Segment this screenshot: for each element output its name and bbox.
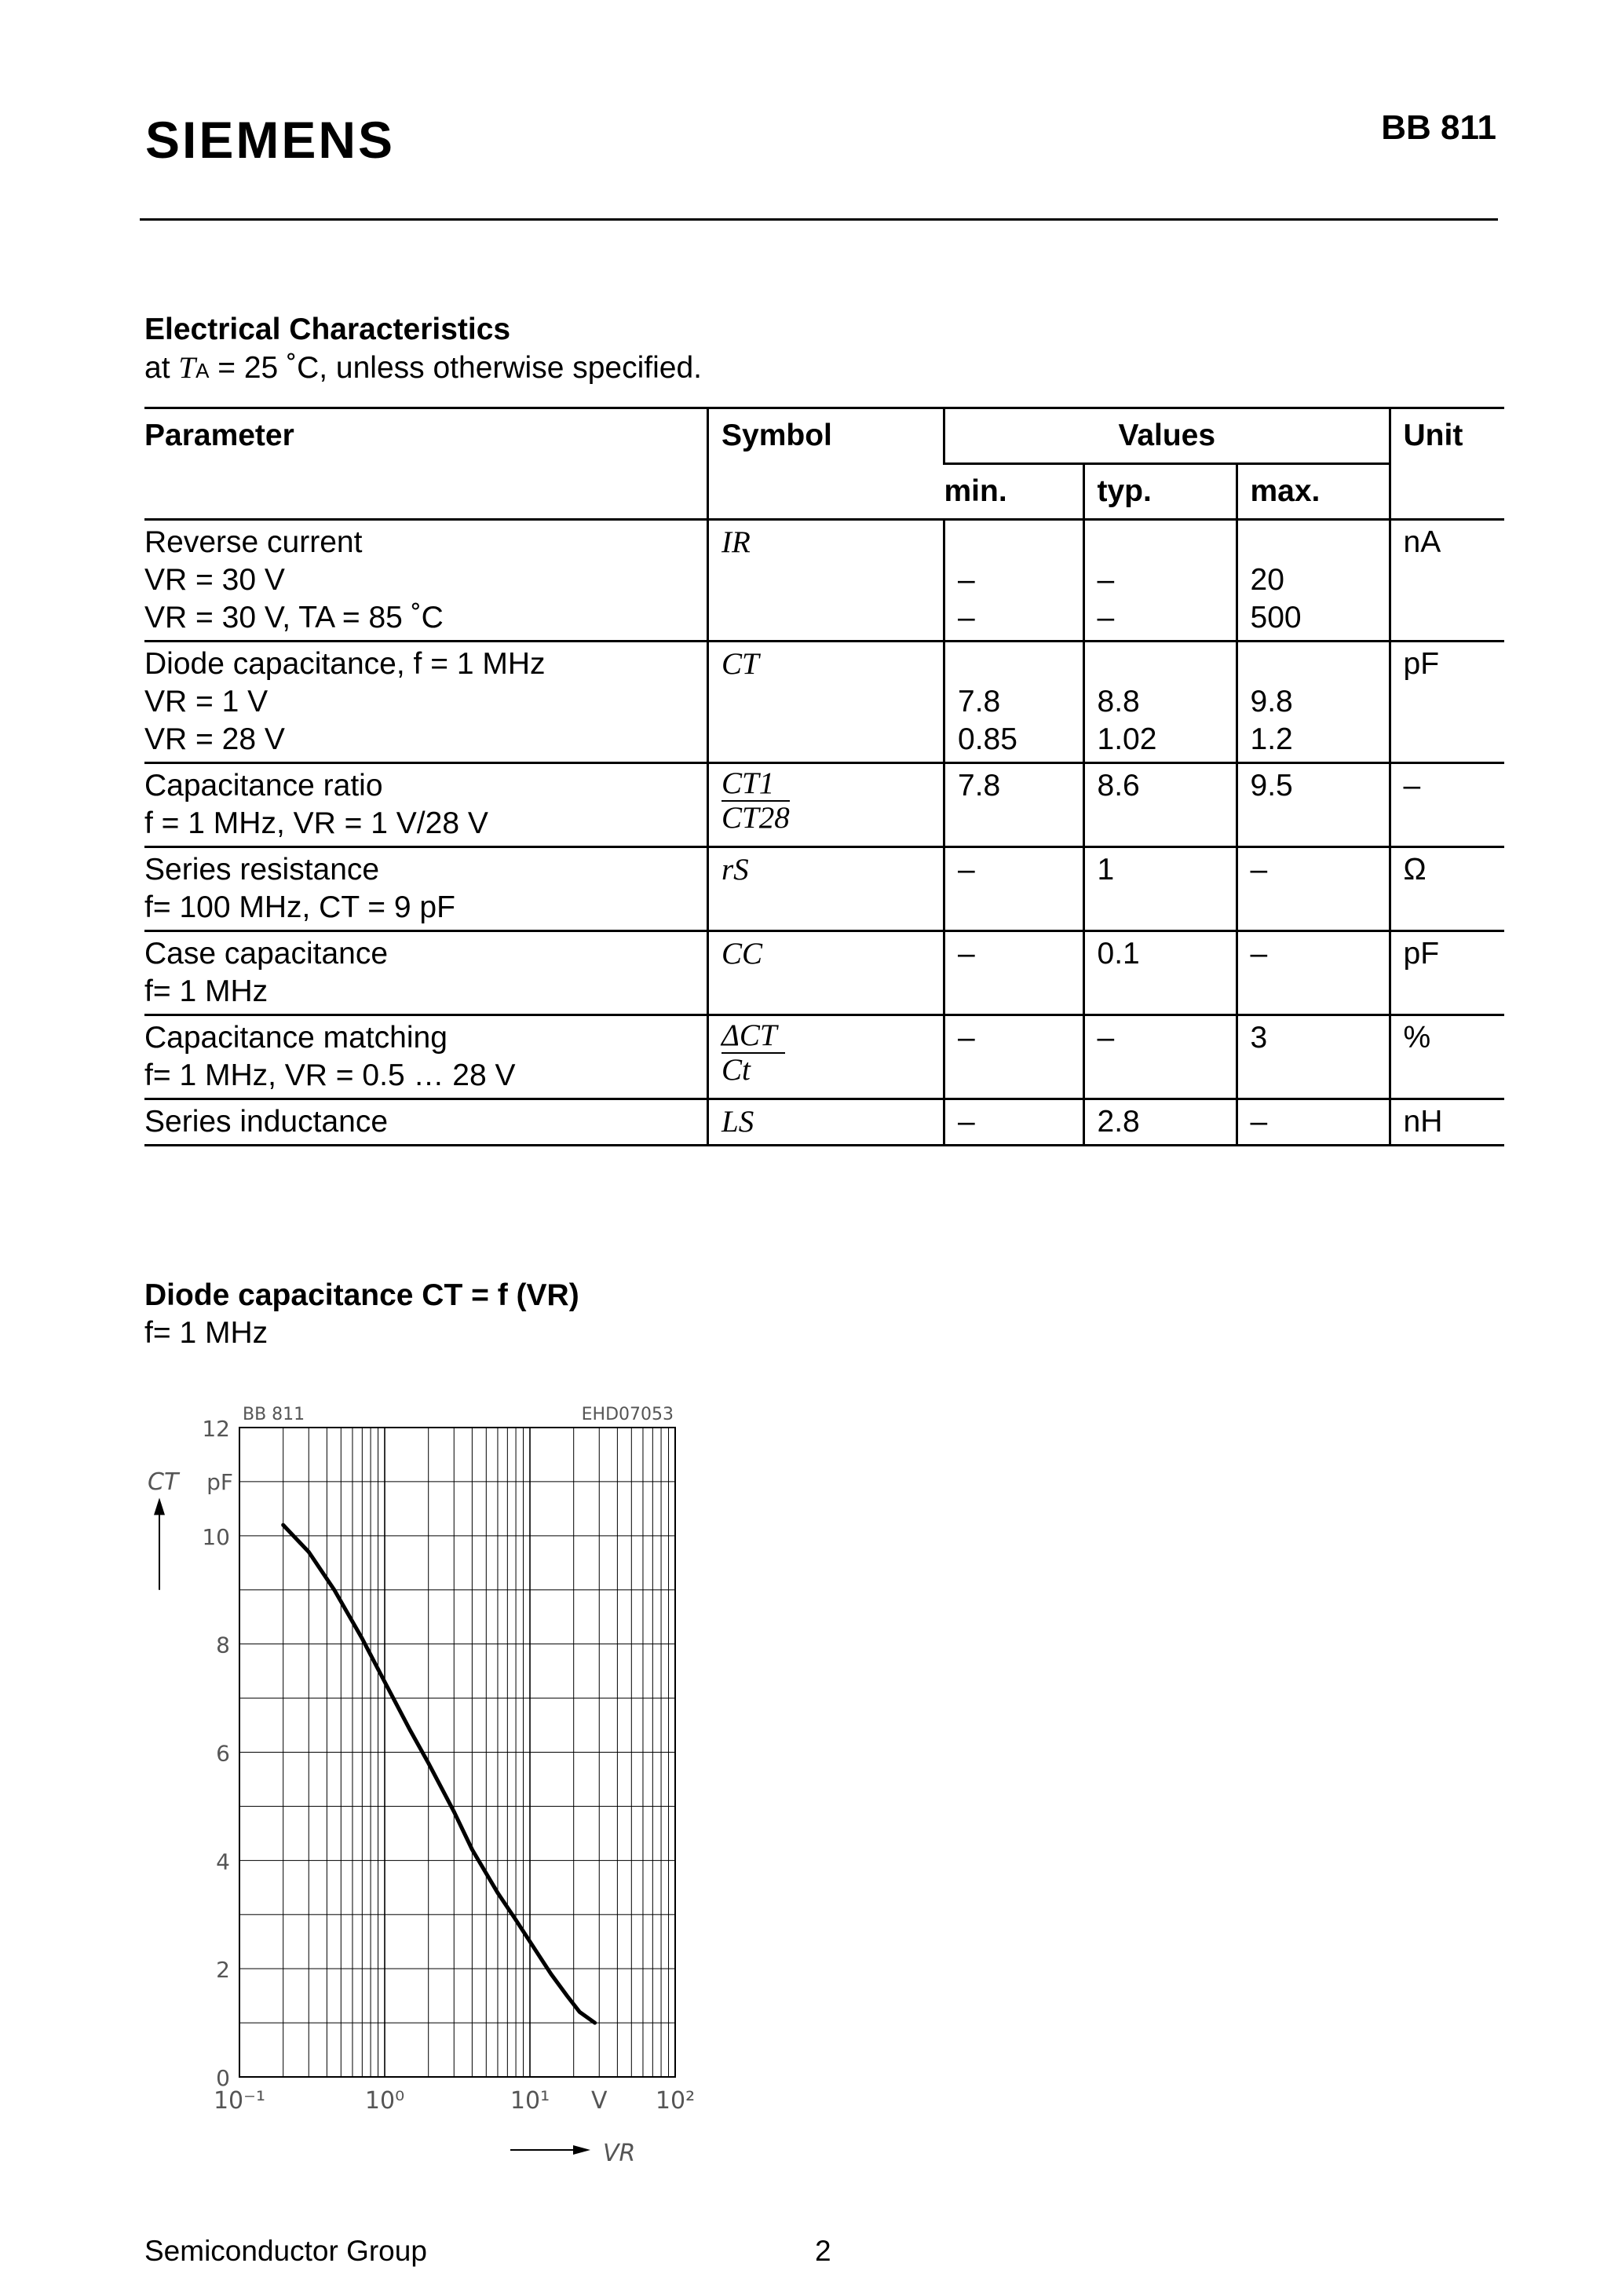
min-value: – (958, 937, 975, 971)
x-tick-label: 10⁰ (364, 2087, 405, 2115)
symbol-denominator: Ct (721, 1053, 751, 1087)
parameter-line: f= 1 MHz (144, 974, 269, 1008)
typ-cell (1083, 847, 1237, 931)
symbol-cell (708, 763, 944, 847)
min-value: 7.8 (958, 769, 1001, 803)
max-cell (1237, 1015, 1390, 1099)
siemens-logo: SIEMENS (145, 111, 396, 169)
max-cell (1237, 931, 1390, 1015)
parameter-cell (144, 931, 708, 1015)
table-row (144, 1015, 1504, 1099)
max-value: – (1250, 1105, 1268, 1139)
min-value: – (958, 1021, 975, 1055)
parameter-line: VR = 30 V (144, 563, 285, 597)
unit-cell: pF (1390, 931, 1504, 1015)
x-axis-label: VR (603, 2140, 636, 2167)
header-parameter: Parameter (144, 419, 294, 452)
typ-cell (1083, 642, 1237, 763)
symbol-cell (708, 1099, 944, 1146)
x-unit-label: V (591, 2087, 608, 2115)
chart-section-subtitle: f= 1 MHz (144, 1316, 269, 1350)
symbol-numerator: ΔCT (721, 1019, 785, 1054)
typ-value: 1 (1097, 853, 1115, 887)
table-row (144, 763, 1504, 847)
header-divider (140, 218, 1498, 221)
parameter-cell (144, 1015, 708, 1099)
symbol-cell (708, 1015, 944, 1099)
max-value: 20 (1250, 563, 1284, 597)
parameter-line: VR = 1 V (144, 685, 269, 718)
parameter-line: Capacitance matching (144, 1021, 448, 1055)
parameter-cell (144, 1099, 708, 1146)
max-value (1251, 524, 1376, 561)
unit-cell: Ω (1390, 847, 1504, 931)
parameter-cell (144, 847, 708, 931)
max-cell (1237, 1099, 1390, 1146)
max-value: 3 (1250, 1021, 1268, 1055)
parameter-line: Series inductance (144, 1105, 389, 1139)
y-tick-label: 8 (216, 1632, 230, 1658)
parameter-line: Reverse current (144, 525, 363, 559)
y-unit-label: pF (206, 1468, 233, 1495)
max-value: 9.5 (1250, 769, 1293, 803)
x-tick-label: 10² (655, 2087, 696, 2115)
header-max: max. (1237, 464, 1390, 520)
parameter-line: f= 100 MHz, CT = 9 pF (144, 890, 455, 924)
header-unit: Unit (1390, 408, 1504, 520)
subtitle-sub: A (195, 359, 210, 382)
min-value: 0.85 (958, 722, 1017, 756)
typ-value: 8.6 (1097, 769, 1140, 803)
y-axis-arrow-head (154, 1497, 165, 1515)
min-cell (944, 642, 1084, 763)
typ-value: – (1097, 601, 1115, 634)
symbol-text: IR (721, 525, 751, 559)
parameter-line: VR = 30 V, TA = 85 ˚C (144, 601, 444, 634)
unit-cell: nA (1390, 520, 1504, 642)
parameter-line: Series resistance (144, 853, 380, 887)
min-value: – (958, 563, 975, 597)
min-value: – (958, 601, 975, 634)
y-tick-label: 0 (216, 2065, 230, 2091)
typ-value: 1.02 (1097, 722, 1157, 756)
min-cell (944, 931, 1084, 1015)
header-symbol: Symbol (708, 408, 944, 520)
symbol-cell (708, 520, 944, 642)
parameter-cell (144, 642, 708, 763)
unit-cell: pF (1390, 642, 1504, 763)
table-row (144, 931, 1504, 1015)
min-value: 7.8 (958, 685, 1001, 718)
typ-value (1098, 524, 1223, 561)
max-value (1251, 645, 1376, 683)
chart-top-left-label: BB 811 (243, 1405, 305, 1424)
symbol-fraction (721, 1019, 785, 1087)
section-title: Electrical Characteristics (144, 313, 511, 346)
y-axis-label: CT (148, 1468, 179, 1496)
symbol-text: rS (721, 853, 749, 887)
max-value: 9.8 (1250, 685, 1293, 718)
part-number: BB 811 (1381, 108, 1496, 147)
typ-value (1098, 645, 1223, 683)
y-tick-label: 6 (216, 1740, 230, 1767)
x-tick-label: 10⁻¹ (213, 2087, 266, 2115)
page-number: 2 (815, 2235, 831, 2267)
symbol-cell (708, 931, 944, 1015)
typ-value: – (1097, 1021, 1115, 1055)
unit-cell: % (1390, 1015, 1504, 1099)
max-value: – (1250, 937, 1268, 971)
table-row (144, 847, 1504, 931)
max-value: 1.2 (1250, 722, 1293, 756)
typ-cell (1083, 520, 1237, 642)
y-tick-label: 12 (202, 1416, 230, 1442)
x-tick-label: 10¹ (510, 2087, 550, 2115)
chart-section-title: Diode capacitance CT = f (VR) (144, 1278, 579, 1312)
symbol-cell (708, 847, 944, 931)
parameter-cell (144, 520, 708, 642)
parameter-line: f= 1 MHz, VR = 0.5 … 28 V (144, 1058, 516, 1092)
min-cell (944, 520, 1084, 642)
typ-cell (1083, 931, 1237, 1015)
parameter-line: f = 1 MHz, VR = 1 V/28 V (144, 806, 488, 840)
min-cell (944, 1099, 1084, 1146)
capacitance-chart (133, 1390, 730, 2175)
parameter-line: VR = 28 V (144, 722, 285, 756)
max-cell (1237, 520, 1390, 642)
subtitle-suffix: = 25 ˚C, unless otherwise specified. (209, 351, 702, 385)
max-cell (1237, 847, 1390, 931)
max-cell (1237, 763, 1390, 847)
subtitle-prefix: at (144, 351, 179, 385)
table-row (144, 642, 1504, 763)
symbol-numerator: CT1 (721, 767, 790, 802)
header-values: Values (944, 408, 1390, 464)
typ-cell (1083, 1015, 1237, 1099)
max-value: 500 (1250, 601, 1302, 634)
header-min: min. (944, 474, 1007, 508)
parameter-line: Diode capacitance, f = 1 MHz (144, 647, 546, 681)
symbol-cell (708, 642, 944, 763)
min-cell (944, 763, 1084, 847)
y-tick-label: 2 (216, 1957, 230, 1983)
table-row (144, 520, 1504, 642)
min-cell (944, 847, 1084, 931)
parameter-line: Capacitance ratio (144, 769, 383, 803)
symbol-text: LS (721, 1105, 754, 1139)
unit-cell: – (1390, 763, 1504, 847)
chart-top-right-label: EHD07053 (581, 1405, 674, 1424)
x-axis-arrow-head (573, 2145, 590, 2155)
min-value (958, 645, 1070, 683)
typ-cell (1083, 1099, 1237, 1146)
footer-text: Semiconductor Group (144, 2235, 427, 2267)
header-typ: typ. (1083, 464, 1237, 520)
typ-value: 0.1 (1097, 937, 1140, 971)
typ-value: 8.8 (1097, 685, 1140, 718)
electrical-characteristics-table (144, 407, 1504, 1146)
symbol-text: CC (721, 937, 763, 971)
min-cell (944, 1015, 1084, 1099)
symbol-denominator: CT28 (721, 801, 790, 835)
typ-value: 2.8 (1097, 1105, 1140, 1139)
y-tick-label: 10 (202, 1523, 230, 1550)
typ-value: – (1097, 563, 1115, 597)
typ-cell (1083, 763, 1237, 847)
parameter-line: Case capacitance (144, 937, 389, 971)
parameter-cell (144, 763, 708, 847)
section-subtitle (144, 350, 702, 386)
subtitle-var: T (178, 351, 196, 385)
table-row (144, 1099, 1504, 1146)
symbol-text: CT (721, 647, 759, 681)
y-tick-label: 4 (216, 1848, 230, 1875)
symbol-fraction (721, 767, 790, 835)
max-cell (1237, 642, 1390, 763)
min-value: – (958, 853, 975, 887)
min-value (958, 524, 1070, 561)
max-value: – (1250, 853, 1268, 887)
unit-cell: nH (1390, 1099, 1504, 1146)
capacitance-curve (283, 1525, 595, 2023)
min-value: – (958, 1105, 975, 1139)
